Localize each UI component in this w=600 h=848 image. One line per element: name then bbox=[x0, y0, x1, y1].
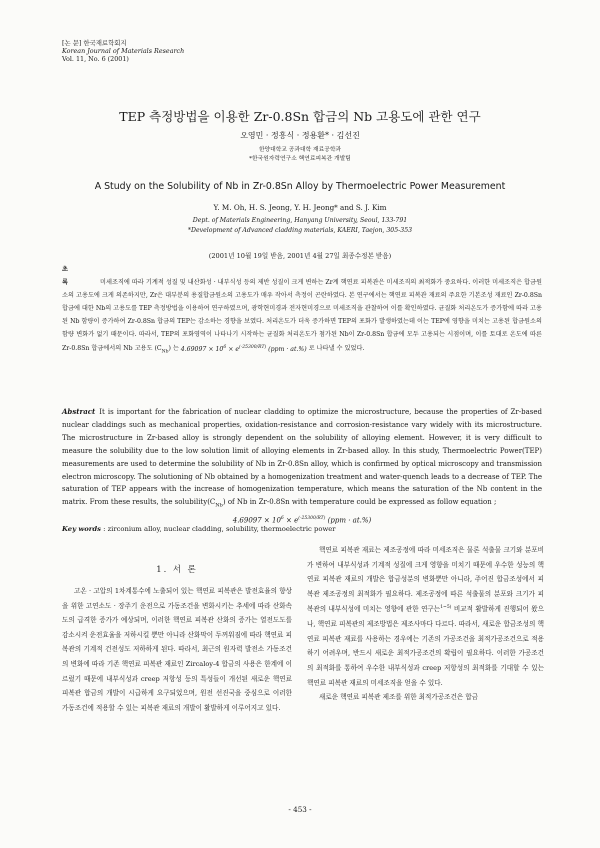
abstract-ko-tail: 로 나타낼 수 있었다. bbox=[308, 345, 365, 353]
journal-header bbox=[62, 40, 184, 63]
affiliation-en-1: Dept. of Materials Engineering, Hanyang University, Seoul, 133-791 bbox=[192, 217, 408, 224]
affiliation-ko-2: *한국원자력연구소 핵연료피복관 개발팀 bbox=[249, 156, 351, 162]
authors-ko: 오영민 · 정흥식 · 정용환* · 김선진 bbox=[240, 131, 360, 140]
abstract-en-sub: Nb bbox=[215, 502, 223, 509]
abstract-en bbox=[62, 406, 542, 527]
journal-name-en: Korean Journal of Materials Research bbox=[62, 46, 185, 55]
affiliations-en bbox=[0, 216, 600, 236]
affiliations-ko bbox=[0, 146, 600, 164]
section-heading-intro: 1. 서 론 bbox=[156, 564, 198, 574]
abstract-en-label: Abstract bbox=[62, 407, 96, 416]
abstract-ko-formula: $4.69097 \times 10^6 \times e^{(-25300/RT)}$ (ppm · at.%) bbox=[180, 344, 307, 353]
body-column-left bbox=[62, 563, 292, 715]
abstract-en-tail: ) of Nb in Zr-0.8Sn with temperature could be expressed as follow equation ; bbox=[222, 498, 497, 507]
received-dates: (2001년 10월 19일 받음, 2001년 4월 27일 최종수정본 받음) bbox=[208, 252, 392, 260]
affiliation-ko-1: 한양대학교 공과대학 재료공학과 bbox=[258, 147, 342, 153]
journal-name-ko: [논 문] 한국재료학회지 bbox=[62, 39, 127, 47]
solubility-formula: $4.69097 \times 10^6 \times e^{(-25300/RT)}$ (ppm · at.%) bbox=[232, 515, 372, 524]
keywords bbox=[62, 525, 336, 533]
abstract-ko-text: 미세조직에 따라 기계적 성질 및 내산화성 · 내부식성 등의 제반 성질이 크게 변하는 Zr계 핵연료 피복관은 미세조직의 최적화가 중요하다. 이러한 미세조직은 합금원소의 고용도에 크게 의존하지만, Zr은 대부분의 용질합금원소의 고용도가 매우 작아서 측정이 곤란하였다. 본 연구에서는 핵연료 피복관 재료의 주요한 기본조성 재료인 Zr-0.8Sn 합금에 대한 Nb의 고용도를 TEP 측정방법을 이용하여 연구하였으며, 광학현미경과 전자현미경으로 미세조직을 관찰하여 이를 확인하였다. 균질화 처리온도가 증가함에 따라 고용된 Nb 함량이 증가하여 Zr-0.8Sn 합금의 TEP는 감소하는 경향을 보였다. 처리온도가 더욱 증가하면 TEP의 포화가 발생하였는데 이는 TEP에 영향을 미치는 고용된 합금원소의 함량 변화가 없기 때문이다. 따라서, TEP의 포화영역이 나타나기 시작하는 균질화 처리온도가 첨가된 Nb이 Zr-0.8Sn 합금에 모두 고용되는 시점이며, 이를 토대로 온도에 따른 Zr-0.8Sn 합금에서의 Nb 고용도 (C bbox=[62, 278, 542, 353]
journal-volume: Vol. 11, No. 6 (2001) bbox=[62, 54, 129, 63]
abstract-en-text: It is important for the fabrication of nuclear cladding to optimize the microstructure, because the properties of Zr-based nuclear claddings such as mechanical properties, oxidation-resistance and corrosion-resistance vary widely with its microstructure. The microstructure in Zr-based alloy is strongly dependent on the solubility of alloying element. However, it is very difficult to measure the solubility due to the low solution limit of alloying elements in Zr-based alloy. In this study, Thermoelectric Power(TEP) measurements are used to determine the solubility of Nb in Zr-0.8Sn alloy, which is confirmed by optical microscopy and transmission electron microscopy. The solutioning of Nb obtained by a homogenization treatment and water-quench leads to a decrease of TEP. The saturation of TEP appears with the increase of homogenization temperature, which means the saturation of the Nb content in the matrix. From these results, the solubility(C bbox=[62, 408, 542, 507]
abstract-ko bbox=[62, 264, 542, 360]
paper-title-en: A Study on the Solubility of Nb in Zr-0.8Sn Alloy by Thermoelectric Power Measurement bbox=[94, 181, 506, 192]
keywords-text: : zirconium alloy, nuclear cladding, solubility, thermoelectric power bbox=[103, 525, 336, 533]
intro-paragraph-1: 고온 · 고압의 1차계통수에 노출되어 있는 핵연료 피복관은 발전효율의 향상을 위한 고연소도 · 장주기 운전으로 가동조건을 변화시키는 추세에 따라 산화속도의 급격한 증가가 예상되며, 이러한 핵연료 피복관 산화의 증가는 열전도도를 감소시켜 운전효율을 저하시킬 뿐만 아니라 산화막이 두꺼워짐에 따라 핵연료 피복관의 기계적 건전성도 저하하게 된다. 따라서, 최근의 원자력 발전소 가동조건의 변화에 따라 기존 핵연료 피복관 재료인 Zircaloy-4 합금의 사용은 한계에 이르렀기 때문에 내부식성과 creep 저항성 등의 특성들이 개선된 새로운 핵연료 피복관 합금의 개발이 시급하게 요구되었으며, 원전 선진국을 중심으로 이러한 가동조건에 적용할 수 있는 피복관 재료의 개발이 활발하게 이루어지고 있다. bbox=[62, 587, 292, 712]
affiliation-en-2: *Development of Advanced cladding materials, KAERI, Taejon, 305-353 bbox=[187, 227, 413, 234]
intro-paragraph-3: 새로운 핵연료 피복관 제조를 위한 최적가공조건은 합금 bbox=[319, 693, 479, 702]
abstract-ko-unit-sep: ) 는 bbox=[168, 345, 181, 353]
abstract-ko-sub: Nb bbox=[161, 349, 169, 355]
keywords-label: Key words bbox=[62, 525, 101, 533]
body-column-right bbox=[307, 543, 544, 705]
abstract-ko-label: 초 록 bbox=[62, 266, 76, 286]
authors-en: Y. M. Oh, H. S. Jeong, Y. H. Jeong* and S. J. Kim bbox=[213, 203, 387, 212]
page-number: - 453 - bbox=[288, 805, 312, 814]
paper-title-ko: TEP 측정방법을 이용한 Zr-0.8Sn 합금의 Nb 고용도에 관한 연구 bbox=[119, 109, 481, 124]
citation-ref: 1~5) bbox=[440, 605, 452, 611]
intro-paragraph-2: 핵연료 피복관 재료는 제조공정에 따라 미세조직은 물론 석출물 크기와 분포비가 변하여 내부식성과 기계적 성질에 크게 영향을 미치기 때문에 우수한 성능의 핵연료 피복관 재료의 개발은 합금성분의 변화뿐만 아니라, 주어진 합금조성에서 피복관 제조공정의 최적화가 필요하다. 제조공정에 따른 석출물의 분포와 크기가 피복관의 내부식성에 미치는 영향에 관한 연구는$^{1\sim 5)}$ 비교적 활발하게 진행되어 왔으나, 핵연료 피복관의 제조방법은 제조사마다 다르다. 따라서, 새로운 합금조성의 핵연료 피복관 재료를 사용하는 경우에는 기존의 가공조건을 최적가공조건으로 적용하기 어려우며, 반드시 새로운 최적가공조건의 확립이 필요하다. 이러한 가공조건의 최적화를 통하여 우수한 내부식성과 creep 저항성의 최적화를 기대할 수 있는 핵연료 피복관 재료의 미세조직을 얻을 수 있다. bbox=[307, 546, 544, 687]
